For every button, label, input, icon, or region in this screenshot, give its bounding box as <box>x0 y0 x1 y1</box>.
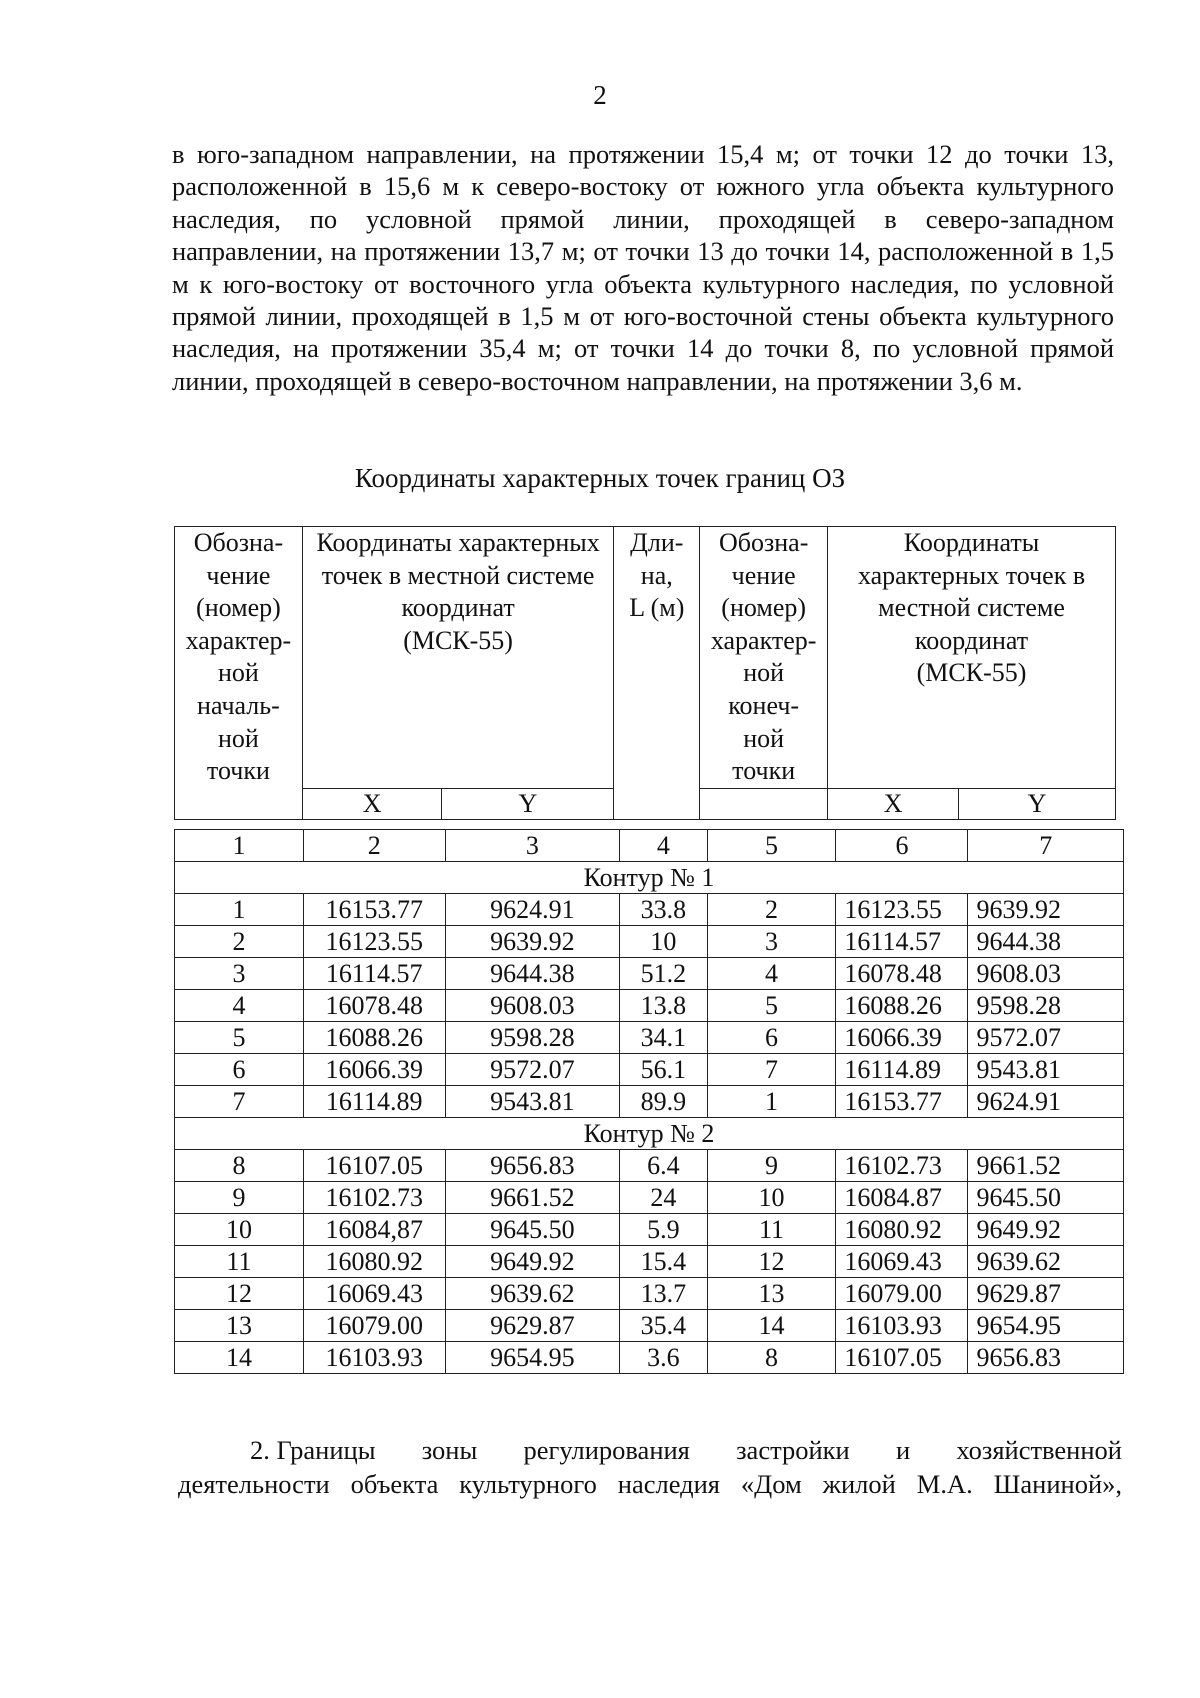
contour-header-row <box>175 1118 1124 1150</box>
table-cell: 1 <box>175 894 304 926</box>
header-start-point-line: характер- <box>185 625 292 655</box>
final-paragraph-line1 <box>178 1433 1122 1467</box>
table-cell: 3 <box>707 926 836 958</box>
header-end-point-line: Обозна- <box>718 528 809 557</box>
table-cell: 13 <box>707 1278 836 1310</box>
column-number: 1 <box>175 830 304 862</box>
header-start-point <box>175 527 303 820</box>
table-cell: 9598.28 <box>968 990 1124 1022</box>
table-cell: 5 <box>707 990 836 1022</box>
table-cell: 16084,87 <box>303 1214 445 1246</box>
table-cell: 10 <box>175 1214 304 1246</box>
header-start-point-line: ной <box>218 723 259 753</box>
table-cell: 5.9 <box>620 1214 707 1246</box>
header-end-point-line: конеч- <box>728 690 800 720</box>
table-cell: 16084.87 <box>836 1182 968 1214</box>
table-cell: 9645.50 <box>968 1182 1124 1214</box>
header-end-point-line: характер- <box>710 625 817 655</box>
table-cell: 16103.93 <box>303 1342 445 1374</box>
header-end-coordinates-line: Координаты <box>903 528 1040 557</box>
table-cell: 9661.52 <box>968 1150 1124 1182</box>
table-cell: 16114.89 <box>836 1054 968 1086</box>
header-end-point <box>700 527 828 789</box>
table-row <box>175 1022 1124 1054</box>
header-y-end: Y <box>959 788 1116 819</box>
table-cell: 3 <box>175 958 304 990</box>
contour-label: Контур № 2 <box>175 1118 1124 1150</box>
table-row <box>175 1246 1124 1278</box>
table-cell: 16114.57 <box>836 926 968 958</box>
column-number-row <box>175 830 1124 862</box>
table-cell: 24 <box>620 1182 707 1214</box>
table-cell: 6 <box>707 1022 836 1054</box>
column-number: 3 <box>445 830 620 862</box>
header-end-point-blank <box>700 788 828 819</box>
table-cell: 12 <box>707 1246 836 1278</box>
table-cell: 33.8 <box>620 894 707 926</box>
table-cell: 8 <box>175 1150 304 1182</box>
header-start-coordinates-line: (МСК-55) <box>403 625 513 655</box>
table-cell: 6.4 <box>620 1150 707 1182</box>
table-cell: 13.8 <box>620 990 707 1022</box>
header-length-line: L (м) <box>629 593 685 623</box>
header-start-coordinates-line: Координаты характерных <box>316 528 600 557</box>
table-cell: 6 <box>175 1054 304 1086</box>
header-start-point-line: Обозна- <box>193 528 284 557</box>
header-end-point-line: чение <box>731 560 796 590</box>
final-paragraph <box>178 1433 1122 1501</box>
table-title: Координаты характерных точек границ ОЗ <box>354 463 846 493</box>
contour-header-row <box>175 862 1124 894</box>
table-row <box>175 1278 1124 1310</box>
header-start-point-line: (номер) <box>196 593 281 623</box>
table-row <box>175 926 1124 958</box>
table-cell: 2 <box>175 926 304 958</box>
header-x-end: X <box>828 788 959 819</box>
table-cell: 5 <box>175 1022 304 1054</box>
table-cell: 9649.92 <box>968 1214 1124 1246</box>
column-number: 5 <box>707 830 836 862</box>
table-cell: 7 <box>707 1054 836 1086</box>
column-number: 6 <box>836 830 968 862</box>
table-cell: 9661.52 <box>445 1182 620 1214</box>
table-cell: 16069.43 <box>303 1278 445 1310</box>
page-number: 2 <box>593 80 607 110</box>
table-cell: 16080.92 <box>836 1214 968 1246</box>
column-number: 7 <box>968 830 1124 862</box>
table-cell: 4 <box>707 958 836 990</box>
table-cell: 9639.62 <box>968 1246 1124 1278</box>
column-number: 2 <box>303 830 445 862</box>
table-cell: 16078.48 <box>303 990 445 1022</box>
table-row <box>175 1150 1124 1182</box>
table-cell: 1 <box>707 1086 836 1118</box>
table-cell: 34.1 <box>620 1022 707 1054</box>
table-cell: 13.7 <box>620 1278 707 1310</box>
table-cell: 10 <box>707 1182 836 1214</box>
table-cell: 15.4 <box>620 1246 707 1278</box>
table-cell: 9629.87 <box>968 1278 1124 1310</box>
table-cell: 35.4 <box>620 1310 707 1342</box>
table-cell: 9598.28 <box>445 1022 620 1054</box>
header-start-point-line: точки <box>206 756 270 786</box>
header-length-line: на, <box>640 560 673 590</box>
table-cell: 9644.38 <box>968 926 1124 958</box>
table-cell: 9656.83 <box>445 1150 620 1182</box>
column-number: 4 <box>620 830 707 862</box>
table-row <box>175 958 1124 990</box>
table-cell: 16079.00 <box>303 1310 445 1342</box>
table-cell: 16114.57 <box>303 958 445 990</box>
header-end-coordinates-line: координат <box>914 625 1029 655</box>
table-cell: 16153.77 <box>836 1086 968 1118</box>
table-cell: 10 <box>620 926 707 958</box>
table-cell: 9639.62 <box>445 1278 620 1310</box>
header-end-point-line: (номер) <box>721 593 807 623</box>
table-cell: 3.6 <box>620 1342 707 1374</box>
table-cell: 9644.38 <box>445 958 620 990</box>
table-cell: 9624.91 <box>968 1086 1124 1118</box>
table-cell: 16123.55 <box>303 926 445 958</box>
table-cell: 2 <box>707 894 836 926</box>
table-cell: 9629.87 <box>445 1310 620 1342</box>
table-cell: 16103.93 <box>836 1310 968 1342</box>
table-cell: 89.9 <box>620 1086 707 1118</box>
table-cell: 16107.05 <box>303 1150 445 1182</box>
header-end-point-line: точки <box>732 756 796 786</box>
final-paragraph-word: и <box>895 1435 911 1465</box>
table-cell: 16079.00 <box>836 1278 968 1310</box>
header-start-coordinates-line: точек в местной системе <box>321 560 595 590</box>
header-start-point-line: чение <box>206 560 271 590</box>
table-cell: 16153.77 <box>303 894 445 926</box>
table-cell: 56.1 <box>620 1054 707 1086</box>
table-cell: 9543.81 <box>445 1086 620 1118</box>
table-row <box>175 1086 1124 1118</box>
table-cell: 9 <box>175 1182 304 1214</box>
table-cell: 16107.05 <box>836 1342 968 1374</box>
header-end-coordinates-line: (МСК-55) <box>916 658 1027 688</box>
final-paragraph-word: регулирования <box>523 1435 690 1465</box>
table-row <box>175 894 1124 926</box>
table-cell: 9 <box>707 1150 836 1182</box>
table-cell: 9572.07 <box>968 1022 1124 1054</box>
table-cell: 16066.39 <box>303 1054 445 1086</box>
table-cell: 8 <box>707 1342 836 1374</box>
table-cell: 9543.81 <box>968 1054 1124 1086</box>
header-y-start: Y <box>442 788 614 819</box>
contour-label: Контур № 1 <box>175 862 1124 894</box>
header-start-point-line: началь- <box>197 690 280 720</box>
table-cell: 9608.03 <box>968 958 1124 990</box>
table-row <box>175 1054 1124 1086</box>
table-cell: 51.2 <box>620 958 707 990</box>
header-end-point-line: ной <box>743 723 785 753</box>
table-cell: 16069.43 <box>836 1246 968 1278</box>
table-row <box>175 1182 1124 1214</box>
table-cell: 11 <box>175 1246 304 1278</box>
table-cell: 16066.39 <box>836 1022 968 1054</box>
header-start-point-line: ной <box>218 658 259 688</box>
table-cell: 9654.95 <box>968 1310 1124 1342</box>
body-paragraph: в юго-западном направлении, на протяжении 15,4 м; от точки 12 до точки 13, расположенной в 15,6 м к северо-востоку от южного угла объекта культурного наследия, по условной прямой линии, проходящей в северо-западном направлении, на протяжении 13,7 м; от точки 13 до точки 14, расположенной в 1,5 м к юго-востоку от восточного угла объекта культурного наследия, по условной прямой линии, проходящей в 1,5 м от юго-восточной стены объекта культурного наследия, на протяжении 35,4 м; от точки 14 до точки 8, по условной прямой линии, проходящей в северо-восточном направлении, на протяжении 3,6 м. <box>172 139 1114 396</box>
table-row <box>175 1310 1124 1342</box>
coordinates-table <box>174 829 1124 1374</box>
table-cell: 4 <box>175 990 304 1022</box>
final-paragraph-word: зоны <box>421 1435 478 1465</box>
final-paragraph-word: 2. Границы <box>250 1435 376 1465</box>
header-end-coordinates-line: местной системе <box>878 593 1065 623</box>
table-cell: 16088.26 <box>303 1022 445 1054</box>
header-start-coordinates <box>302 527 614 789</box>
header-x-start: X <box>302 788 442 819</box>
table-cell: 9639.92 <box>445 926 620 958</box>
table-cell: 16078.48 <box>836 958 968 990</box>
table-cell: 16114.89 <box>303 1086 445 1118</box>
table-cell: 16102.73 <box>303 1182 445 1214</box>
header-end-coordinates-line: характерных точек в <box>857 560 1086 590</box>
table-cell: 9656.83 <box>968 1342 1124 1374</box>
final-paragraph-word: хозяйственной <box>956 1435 1122 1465</box>
header-start-coordinates-line: координат <box>401 593 515 623</box>
table-cell: 7 <box>175 1086 304 1118</box>
table-cell: 11 <box>707 1214 836 1246</box>
table-cell: 14 <box>175 1342 304 1374</box>
table-cell: 16102.73 <box>836 1150 968 1182</box>
table-cell: 16088.26 <box>836 990 968 1022</box>
table-row <box>175 990 1124 1022</box>
header-end-point-line: ной <box>743 658 785 688</box>
table-cell: 9608.03 <box>445 990 620 1022</box>
table-header <box>174 526 1116 820</box>
table-cell: 14 <box>707 1310 836 1342</box>
table-cell: 9572.07 <box>445 1054 620 1086</box>
table-cell: 9654.95 <box>445 1342 620 1374</box>
final-paragraph-line2: деятельности объекта культурного наследия «Дом жилой М.А. Шаниной», <box>178 1469 1122 1499</box>
table-cell: 9649.92 <box>445 1246 620 1278</box>
table-cell: 16123.55 <box>836 894 968 926</box>
table-cell: 9624.91 <box>445 894 620 926</box>
table-cell: 9645.50 <box>445 1214 620 1246</box>
final-paragraph-word: застройки <box>736 1435 850 1465</box>
header-length-line: Дли- <box>630 528 684 557</box>
table-row <box>175 1342 1124 1374</box>
header-length <box>614 527 700 820</box>
table-cell: 9639.92 <box>968 894 1124 926</box>
header-end-coordinates <box>828 527 1116 789</box>
table-cell: 13 <box>175 1310 304 1342</box>
table-row <box>175 1214 1124 1246</box>
table-cell: 12 <box>175 1278 304 1310</box>
table-cell: 16080.92 <box>303 1246 445 1278</box>
